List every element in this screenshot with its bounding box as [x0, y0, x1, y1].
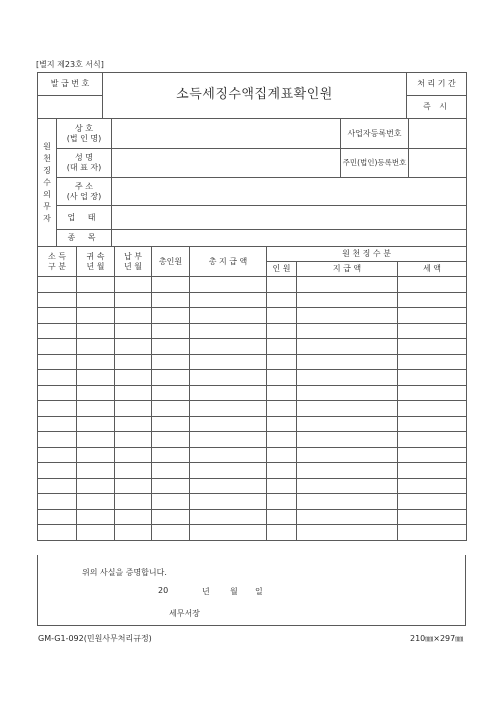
table-cell[interactable] — [267, 494, 297, 510]
table-row — [38, 277, 467, 293]
table-cell[interactable] — [152, 509, 190, 525]
name-label-line2: (법 인 명) — [66, 133, 102, 143]
table-cell[interactable] — [152, 416, 190, 432]
address-label-line1: 주 소 — [75, 181, 93, 191]
table-cell[interactable] — [297, 447, 398, 463]
table-cell[interactable] — [190, 509, 267, 525]
col-paid-amount: 지 급 액 — [297, 262, 398, 277]
table-cell[interactable] — [267, 525, 297, 541]
table-cell[interactable] — [398, 323, 467, 339]
table-cell[interactable] — [190, 339, 267, 355]
table-row — [38, 323, 467, 339]
table-row — [38, 354, 467, 370]
resident-no-field[interactable] — [409, 149, 467, 178]
table-cell[interactable] — [38, 525, 77, 541]
table-cell[interactable] — [115, 292, 152, 308]
table-cell[interactable] — [38, 478, 77, 494]
form-header — [37, 72, 467, 119]
table-cell[interactable] — [297, 308, 398, 324]
table-cell[interactable] — [190, 385, 267, 401]
table-cell[interactable] — [190, 432, 267, 448]
table-cell[interactable] — [77, 370, 115, 386]
table-cell[interactable] — [398, 509, 467, 525]
rep-label — [57, 149, 112, 178]
table-cell[interactable] — [267, 478, 297, 494]
table-cell[interactable] — [267, 323, 297, 339]
biz-reg-no-field[interactable] — [409, 119, 467, 149]
table-row — [38, 370, 467, 386]
table-cell[interactable] — [115, 509, 152, 525]
table-cell[interactable] — [115, 277, 152, 293]
table-row — [38, 463, 467, 479]
table-cell[interactable] — [115, 525, 152, 541]
table-cell[interactable] — [190, 478, 267, 494]
table-cell[interactable] — [267, 308, 297, 324]
name-field[interactable] — [112, 119, 341, 149]
table-cell[interactable] — [77, 385, 115, 401]
col-total-persons: 총인원 — [152, 247, 190, 277]
table-cell[interactable] — [152, 385, 190, 401]
table-cell[interactable] — [38, 463, 77, 479]
table-cell[interactable] — [267, 385, 297, 401]
table-cell[interactable] — [398, 525, 467, 541]
table-cell[interactable] — [77, 292, 115, 308]
table-cell[interactable] — [77, 494, 115, 510]
table-cell[interactable] — [297, 416, 398, 432]
table-cell[interactable] — [77, 354, 115, 370]
table-cell[interactable] — [398, 463, 467, 479]
table-cell[interactable] — [398, 494, 467, 510]
table-cell[interactable] — [152, 478, 190, 494]
table-cell[interactable] — [297, 323, 398, 339]
table-cell[interactable] — [152, 370, 190, 386]
table-cell[interactable] — [77, 308, 115, 324]
rep-label-line1: 성 명 — [75, 153, 93, 162]
table-row — [38, 416, 467, 432]
table-cell[interactable] — [190, 292, 267, 308]
table-cell[interactable] — [38, 292, 77, 308]
name-label — [57, 119, 112, 149]
table-cell[interactable] — [398, 385, 467, 401]
table-cell[interactable] — [152, 292, 190, 308]
table-cell[interactable] — [190, 463, 267, 479]
table-cell[interactable] — [152, 308, 190, 324]
table-cell[interactable] — [152, 277, 190, 293]
table-cell[interactable] — [38, 277, 77, 293]
table-cell[interactable] — [297, 354, 398, 370]
table-cell[interactable] — [38, 494, 77, 510]
table-cell[interactable] — [398, 401, 467, 417]
col-withholding-group: 원 천 징 수 분 — [267, 247, 467, 262]
issue-no-field[interactable] — [38, 96, 103, 119]
processing-period-value: 즉 시 — [407, 96, 467, 119]
table-cell[interactable] — [297, 339, 398, 355]
table-row — [38, 478, 467, 494]
table-row — [38, 447, 467, 463]
table-cell[interactable] — [152, 401, 190, 417]
business-type-label: 업 태 — [57, 206, 112, 230]
table-row — [38, 525, 467, 541]
table-cell[interactable] — [297, 478, 398, 494]
col-tax: 세 액 — [398, 262, 467, 277]
table-cell[interactable] — [398, 354, 467, 370]
rep-field[interactable] — [112, 149, 341, 178]
business-type-field[interactable] — [112, 206, 467, 230]
table-row — [38, 292, 467, 308]
table-cell[interactable] — [398, 370, 467, 386]
table-cell[interactable] — [115, 494, 152, 510]
table-cell[interactable] — [297, 494, 398, 510]
table-cell[interactable] — [297, 292, 398, 308]
table-cell[interactable] — [77, 323, 115, 339]
signer-label: 세무서장 — [169, 609, 200, 618]
table-row — [38, 494, 467, 510]
table-cell[interactable] — [398, 432, 467, 448]
table-cell[interactable] — [38, 323, 77, 339]
withholder-section — [37, 118, 467, 247]
biz-reg-no-label: 사업자등록번호 — [341, 119, 409, 149]
name-label-line1: 상 호 — [75, 123, 93, 133]
table-cell[interactable] — [77, 416, 115, 432]
certify-text: 위의 사실을 증명합니다. — [82, 568, 167, 577]
income-list-table — [37, 246, 467, 541]
table-cell[interactable] — [152, 339, 190, 355]
address-field[interactable] — [112, 178, 467, 206]
table-cell[interactable] — [190, 401, 267, 417]
table-cell[interactable] — [77, 339, 115, 355]
table-cell[interactable] — [152, 323, 190, 339]
table-cell[interactable] — [190, 323, 267, 339]
table-cell[interactable] — [77, 509, 115, 525]
table-cell[interactable] — [297, 463, 398, 479]
table-row — [38, 339, 467, 355]
table-cell[interactable] — [115, 432, 152, 448]
form-title: 소득세징수액집계표확인원 — [103, 73, 407, 119]
withholder-group-label: 원천징수의무자 — [38, 119, 57, 247]
table-cell[interactable] — [297, 432, 398, 448]
table-cell[interactable] — [297, 277, 398, 293]
form-number-label: [별지 제23호 서식] — [36, 60, 104, 69]
table-cell[interactable] — [267, 370, 297, 386]
table-cell[interactable] — [115, 447, 152, 463]
table-cell[interactable] — [190, 354, 267, 370]
table-cell[interactable] — [190, 416, 267, 432]
table-cell[interactable] — [190, 447, 267, 463]
table-cell[interactable] — [115, 354, 152, 370]
table-row — [38, 432, 467, 448]
table-cell[interactable] — [152, 463, 190, 479]
table-cell[interactable] — [38, 308, 77, 324]
table-cell[interactable] — [77, 277, 115, 293]
table-cell[interactable] — [115, 323, 152, 339]
date-year-prefix: 20 — [158, 586, 169, 595]
table-cell[interactable] — [115, 416, 152, 432]
table-cell[interactable] — [152, 354, 190, 370]
certification-box — [37, 555, 466, 626]
address-label-line2: (사 업 장) — [66, 191, 102, 201]
table-cell[interactable] — [115, 463, 152, 479]
table-cell[interactable] — [152, 494, 190, 510]
table-cell[interactable] — [38, 339, 77, 355]
table-cell[interactable] — [267, 401, 297, 417]
table-cell[interactable] — [190, 308, 267, 324]
address-label — [57, 178, 112, 206]
col-persons: 인 원 — [267, 262, 297, 277]
col-income-type: 소 득 구 분 — [38, 247, 77, 277]
table-cell[interactable] — [115, 401, 152, 417]
table-cell[interactable] — [38, 432, 77, 448]
table-cell[interactable] — [267, 277, 297, 293]
table-cell[interactable] — [267, 339, 297, 355]
table-cell[interactable] — [398, 277, 467, 293]
table-cell[interactable] — [267, 292, 297, 308]
table-row — [38, 308, 467, 324]
table-cell[interactable] — [38, 385, 77, 401]
table-cell[interactable] — [267, 354, 297, 370]
table-row — [38, 509, 467, 525]
table-cell[interactable] — [152, 432, 190, 448]
table-cell[interactable] — [38, 370, 77, 386]
table-cell[interactable] — [152, 447, 190, 463]
date-month-label: 월 — [230, 587, 238, 596]
table-cell[interactable] — [297, 509, 398, 525]
table-cell[interactable] — [190, 494, 267, 510]
date-year-label: 년 — [202, 587, 210, 596]
date-day-label: 일 — [255, 587, 263, 596]
table-cell[interactable] — [115, 385, 152, 401]
rep-label-line2: (대 표 자) — [66, 163, 102, 172]
table-cell[interactable] — [190, 525, 267, 541]
table-cell[interactable] — [77, 432, 115, 448]
table-cell[interactable] — [115, 308, 152, 324]
table-row — [38, 385, 467, 401]
table-cell[interactable] — [77, 478, 115, 494]
table-cell[interactable] — [190, 370, 267, 386]
table-cell[interactable] — [38, 354, 77, 370]
table-cell[interactable] — [267, 509, 297, 525]
table-cell[interactable] — [297, 385, 398, 401]
table-cell[interactable] — [398, 339, 467, 355]
table-cell[interactable] — [77, 463, 115, 479]
table-cell[interactable] — [38, 401, 77, 417]
table-cell[interactable] — [38, 447, 77, 463]
table-cell[interactable] — [267, 416, 297, 432]
issue-no-label: 발 급 번 호 — [38, 73, 103, 96]
col-attribution: 귀 속 년 월 — [77, 247, 115, 277]
col-payment: 납 부 년 월 — [115, 247, 152, 277]
table-cell[interactable] — [267, 463, 297, 479]
table-cell[interactable] — [398, 416, 467, 432]
table-cell[interactable] — [115, 370, 152, 386]
table-cell[interactable] — [398, 478, 467, 494]
table-cell[interactable] — [38, 416, 77, 432]
paper-size: 210㎜×297㎜ — [410, 634, 464, 643]
table-cell[interactable] — [38, 509, 77, 525]
table-row — [38, 401, 467, 417]
table-cell[interactable] — [297, 401, 398, 417]
table-cell[interactable] — [398, 308, 467, 324]
table-cell[interactable] — [77, 525, 115, 541]
table-cell[interactable] — [297, 370, 398, 386]
table-cell[interactable] — [267, 447, 297, 463]
table-cell[interactable] — [77, 447, 115, 463]
table-cell[interactable] — [115, 339, 152, 355]
table-cell[interactable] — [152, 525, 190, 541]
col-total-amount: 총 지 급 액 — [190, 247, 267, 277]
table-cell[interactable] — [190, 277, 267, 293]
item-label: 종 목 — [57, 230, 112, 247]
table-cell[interactable] — [297, 525, 398, 541]
processing-period-label: 처 리 기 간 — [407, 73, 467, 96]
table-cell[interactable] — [115, 478, 152, 494]
table-cell[interactable] — [398, 292, 467, 308]
resident-no-label: 주민(법인)등록번호 — [341, 149, 409, 178]
table-cell[interactable] — [77, 401, 115, 417]
table-cell[interactable] — [267, 432, 297, 448]
table-cell[interactable] — [398, 447, 467, 463]
form-code: GM-G1-092(민원사무처리규정) — [38, 634, 152, 643]
item-field[interactable] — [112, 230, 467, 247]
